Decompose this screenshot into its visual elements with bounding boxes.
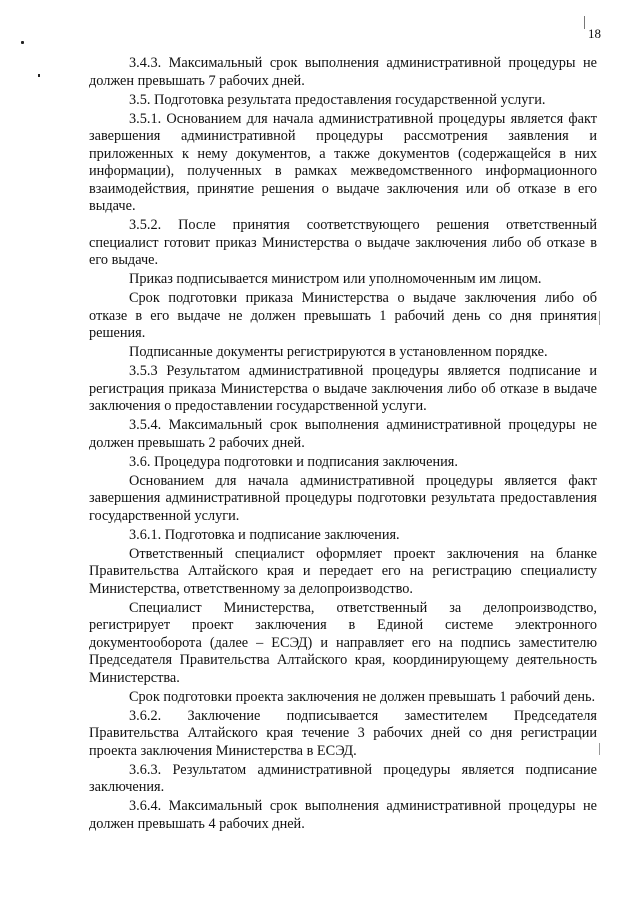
scan-line (584, 16, 585, 29)
paragraph-3-6-2: 3.6.2. Заключение подписывается заместителем Председателя Правительства Алтайского края течение 3 рабочих дней со дня регистрации проекта заключения Министерства в ЕСЭД. (89, 707, 597, 759)
paragraph-3-4-3: 3.4.3. Максимальный срок выполнения административной процедуры не должен превышать 7 рабочих дней. (89, 55, 597, 89)
paragraph-draft-preparation: Ответственный специалист оформляет проект заключения на бланке Правительства Алтайского края и передает его на регистрацию специалисту Министерства, ответственному за делопроизводство. (89, 545, 597, 597)
paragraph-3-5-2: 3.5.2. После принятия соответствующего решения ответственный специалист готовит приказ Министерства о выдаче заключения либо об отказе в его выдаче. (89, 217, 597, 268)
paragraph-3-5-3: 3.5.3 Результатом административной процедуры является подписание и регистрация приказа Министерства о выдаче заключения либо об отказе в выдаче заключения о предоставлении государственной услуги. (89, 363, 597, 414)
page-number: 18 (588, 26, 601, 41)
paragraph-3-6-basis: Основанием для начала административной процедуры является факт завершения административной процедуры подготовки результата предоставления государственной услуги. (89, 472, 597, 524)
paragraph-3-6-3: 3.6.3. Результатом административной процедуры является подписание заключения. (89, 761, 597, 795)
paragraph-3-5-heading: 3.5. Подготовка результата предоставления государственной услуги. (129, 91, 546, 108)
paragraph-draft-deadline: Срок подготовки проекта заключения не должен превышать 1 рабочий день. (129, 688, 596, 705)
scan-speck (38, 74, 40, 77)
scan-line (599, 311, 600, 325)
paragraph-3-5-4: 3.5.4. Максимальный срок выполнения административной процедуры не должен превышать 2 рабочих дней. (89, 417, 597, 451)
paragraph-order-signing: Приказ подписывается министром или уполномоченным им лицом. (129, 271, 542, 287)
scan-line (599, 743, 600, 755)
paragraph-3-6-4: 3.6.4. Максимальный срок выполнения административной процедуры не должен превышать 4 рабочих дней. (89, 798, 597, 832)
paragraph-3-6-heading: 3.6. Процедура подготовки и подписания заключения. (129, 453, 458, 470)
paragraph-3-5-1: 3.5.1. Основанием для начала административной процедуры является факт завершения административной процедуры рассмотрения заявления и приложенных к нему документов, а также документов (содержащейся в них информации), полученных в рамках межведомственного информационного взаимодействия, принятие решения о выдаче заключения или об отказе в его выдаче. (89, 110, 597, 214)
paragraph-order-deadline: Срок подготовки приказа Министерства о выдаче заключения либо об отказе в его выдаче не должен превышать 1 рабочий день со дня принятия решения. (89, 290, 597, 341)
paragraph-3-6-1: 3.6.1. Подготовка и подписание заключения. (129, 526, 400, 543)
paragraph-registration: Подписанные документы регистрируются в установленном порядке. (129, 344, 548, 360)
paragraph-draft-registration: Специалист Министерства, ответственный за делопроизводство, регистрирует проект заключения в Единой системе электронного документооборота (далее – ЕСЭД) и направляет его на подпись заместителю Председателя Правительства Алтайского края, координирующему деятельность Министерства. (89, 599, 597, 686)
document-body (89, 55, 597, 833)
scan-speck (21, 41, 24, 44)
